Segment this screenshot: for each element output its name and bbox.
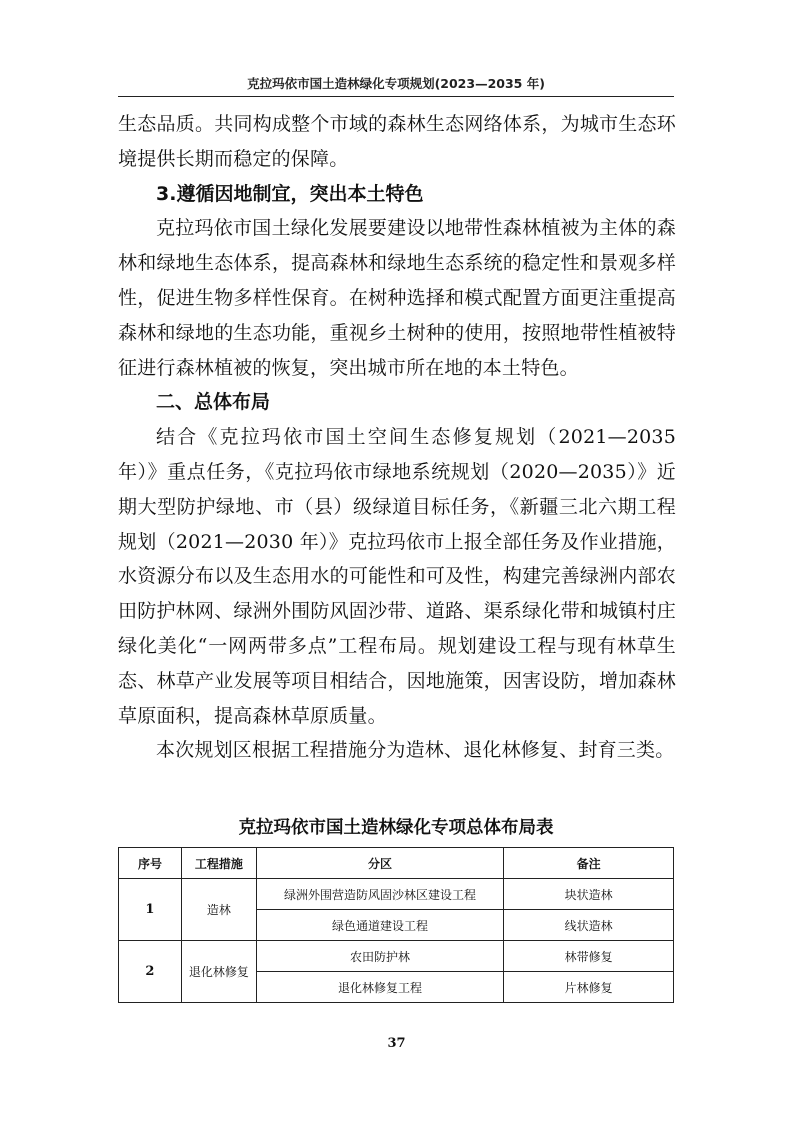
table-row (119, 941, 674, 972)
cell-zone: 绿色通道建设工程 (256, 910, 504, 941)
cell-note: 块状造林 (504, 879, 674, 910)
paragraph-classification: 本次规划区根据工程措施分为造林、退化林修复、封育三类。 (156, 739, 675, 762)
cell-no: 1 (119, 879, 182, 941)
cell-measure: 造林 (181, 879, 256, 941)
paragraph-overall-layout: 结合《克拉玛依市国土空间生态修复规划（2021—2035 年）》重点任务，《克拉玛依市绿地系统规划（2020—2035）》近期大型防护绿地、市（县）级绿道目标任务，《新疆三北六期工程规划（2021—2030 年）》克拉玛依市上报全部任务及作业措施，水资源分布以及生态用水的可能性和可及性，构建完善绿洲内部农田防护林网、绿洲外围防风固沙带、道路、渠系绿化带和城镇村庄绿化美化“一网两带多点”工程布局。规划建设工程与现有林草生态、林草产业发展等项目相结合，因地施策，因害设防，增加森林草原面积，提高森林草原质量。 (118, 426, 676, 727)
section-heading-overall-layout: 二、总体布局 (156, 391, 271, 414)
table-header-row (119, 848, 674, 879)
paragraph-continuation: 生态品质。共同构成整个市域的森林生态网络体系，为城市生态环境提供长期而稳定的保障。 (118, 113, 676, 170)
cell-note: 片林修复 (504, 972, 674, 1003)
page-number: 37 (387, 1036, 406, 1051)
header-measure: 工程措施 (181, 848, 256, 879)
header-no: 序号 (119, 848, 182, 879)
section-heading-local-features: 3.遵循因地制宜，突出本土特色 (156, 182, 424, 205)
running-header: 克拉玛依市国土造林绿化专项规划(2023—2035 年) (247, 76, 545, 91)
header-note: 备注 (504, 848, 674, 879)
cell-zone: 农田防护林 (256, 941, 504, 972)
header-zone: 分区 (256, 848, 504, 879)
cell-zone: 绿洲外围营造防风固沙林区建设工程 (256, 879, 504, 910)
cell-zone: 退化林修复工程 (256, 972, 504, 1003)
body-text (118, 107, 676, 768)
cell-note: 林带修复 (504, 941, 674, 972)
table-title: 克拉玛依市国土造林绿化专项总体布局表 (238, 818, 554, 838)
cell-measure: 退化林修复 (181, 941, 256, 1003)
header-divider (118, 96, 674, 97)
layout-table (118, 847, 674, 1003)
cell-note: 线状造林 (504, 910, 674, 941)
table-row (119, 879, 674, 910)
paragraph-local-features: 克拉玛依市国土绿化发展要建设以地带性森林植被为主体的森林和绿地生态体系，提高森林和绿地生态系统的稳定性和景观多样性，促进生物多样性保育。在树种选择和模式配置方面更注重提高森林和绿地的生态功能，重视乡土树种的使用，按照地带性植被特征进行森林植被的恢复，突出城市所在地的本土特色。 (118, 217, 676, 379)
cell-no: 2 (119, 941, 182, 1003)
